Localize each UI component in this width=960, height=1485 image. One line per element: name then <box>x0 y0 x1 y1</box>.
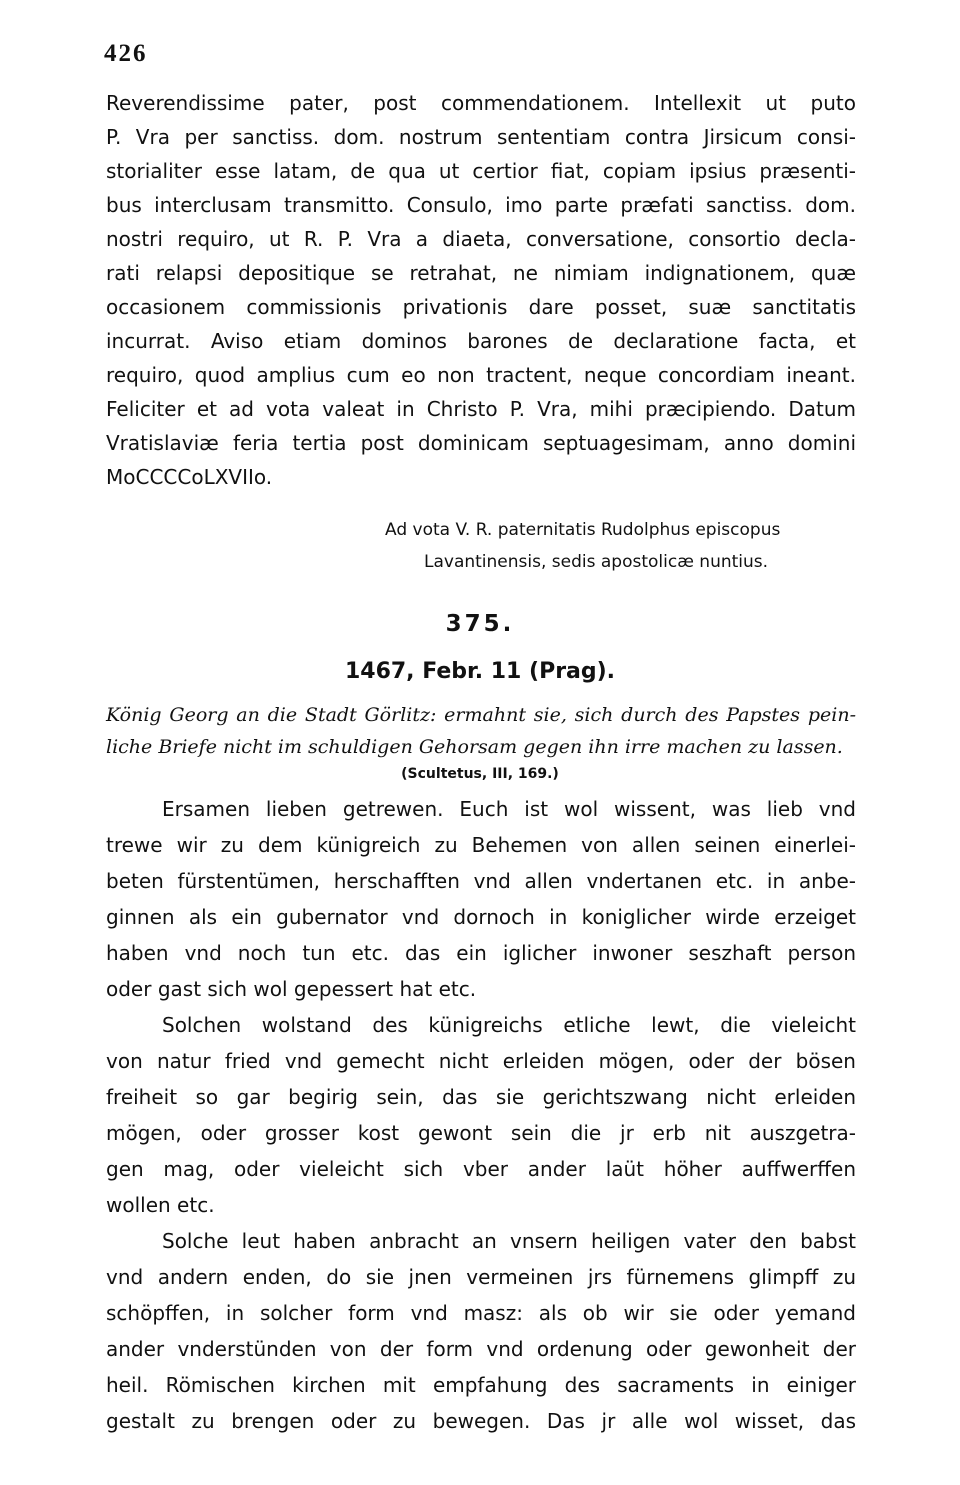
text-line: haben vnd noch tun etc. das ein iglicher inwoner seszhaft person <box>106 941 856 965</box>
page-number: 426 <box>104 40 148 67</box>
text-line: ander vnderstünden von der form vnd ordenung oder gewonheit der <box>106 1337 856 1361</box>
text-line: Ersamen lieben getrewen. Euch ist wol wissent, was lieb vnd <box>162 797 856 821</box>
text-line: trewe wir zu dem künigreich zu Behemen von allen seinen einerlei- <box>106 833 856 857</box>
text-line: occasionem commissionis privationis dare posset, suæ sanctitatis <box>106 295 856 319</box>
summary-line: König Georg an die Stadt Görlitz: ermahnt sie, sich durch des Papstes pein- <box>106 704 856 726</box>
source-citation: (Scultetus, III, 169.) <box>401 766 559 782</box>
text-line: nostri requiro, ut R. P. Vra a diaeta, conversatione, consortio decla- <box>106 227 856 251</box>
text-line: schöpffen, in solcher form vnd masz: als ob wir sie oder yemand <box>106 1301 856 1325</box>
signature-line: Ad vota V. R. paternitatis Rudolphus episcopus <box>385 520 781 540</box>
text-line: beten fürstentümen, herschafften vnd allen vndertanen etc. in anbe- <box>106 869 856 893</box>
text-line: bus interclusam transmitto. Consulo, imo parte præfati sanctiss. dom. <box>106 193 856 217</box>
text-line: gen mag, oder vieleicht sich vber ander laüt höher auffwerffen <box>106 1157 856 1181</box>
text-line: Solchen wolstand des künigreichs etliche lewt, die vieleicht <box>162 1013 856 1037</box>
text-line: rati relapsi depositique se retrahat, ne nimiam indignationem, quæ <box>106 261 856 285</box>
text-line: incurrat. Aviso etiam dominos barones de declaratione facta, et <box>106 329 856 353</box>
document-number: 375. <box>445 611 515 637</box>
text-line: heil. Römischen kirchen mit empfahung des sacraments in einiger <box>106 1373 856 1397</box>
text-line: ginnen als ein gubernator vnd dornoch in koniglicher wirde erzeiget <box>106 905 856 929</box>
text-line: storialiter esse latam, de qua ut certior fiat, copiam ipsius præsenti- <box>106 159 856 183</box>
text-line: Reverendissime pater, post commendationem. Intellexit ut puto <box>106 91 856 115</box>
document-date: 1467, Febr. 11 (Prag). <box>344 659 616 684</box>
text-line: oder gast sich wol gepessert hat etc. <box>106 977 477 1001</box>
text-line: gestalt zu brengen oder zu bewegen. Das jr alle wol wisset, das <box>106 1409 856 1433</box>
text-line: Vratislaviæ feria tertia post dominicam septuagesimam, anno domini <box>106 431 856 455</box>
text-line: Feliciter et ad vota valeat in Christo P. Vra, mihi præcipiendo. Datum <box>106 397 856 421</box>
text-line: requiro, quod amplius cum eo non tractent, neque concordiam ineant. <box>106 363 856 387</box>
text-line: MoCCCCoLXVIIo. <box>106 465 273 489</box>
text-line: wollen etc. <box>106 1193 215 1217</box>
summary-line: liche Briefe nicht im schuldigen Gehorsam gegen ihn irre machen zu lassen. <box>106 736 843 758</box>
text-line: von natur fried vnd gemecht nicht erleiden mögen, oder der bösen <box>106 1049 856 1073</box>
signature-line: Lavantinensis, sedis apostolicæ nuntius. <box>424 552 769 572</box>
text-line: vnd andern enden, do sie jnen vermeinen jrs fürnemens glimpff zu <box>106 1265 856 1289</box>
text-line: mögen, oder grosser kost gewont sein die jr erb nit auszgetra- <box>106 1121 856 1145</box>
text-line: freiheit so gar begirig sein, das sie gerichtszwang nicht erleiden <box>106 1085 856 1109</box>
text-line: P. Vra per sanctiss. dom. nostrum sententiam contra Jirsicum consi- <box>106 125 856 149</box>
text-line: Solche leut haben anbracht an vnsern heiligen vater den babst <box>162 1229 856 1253</box>
